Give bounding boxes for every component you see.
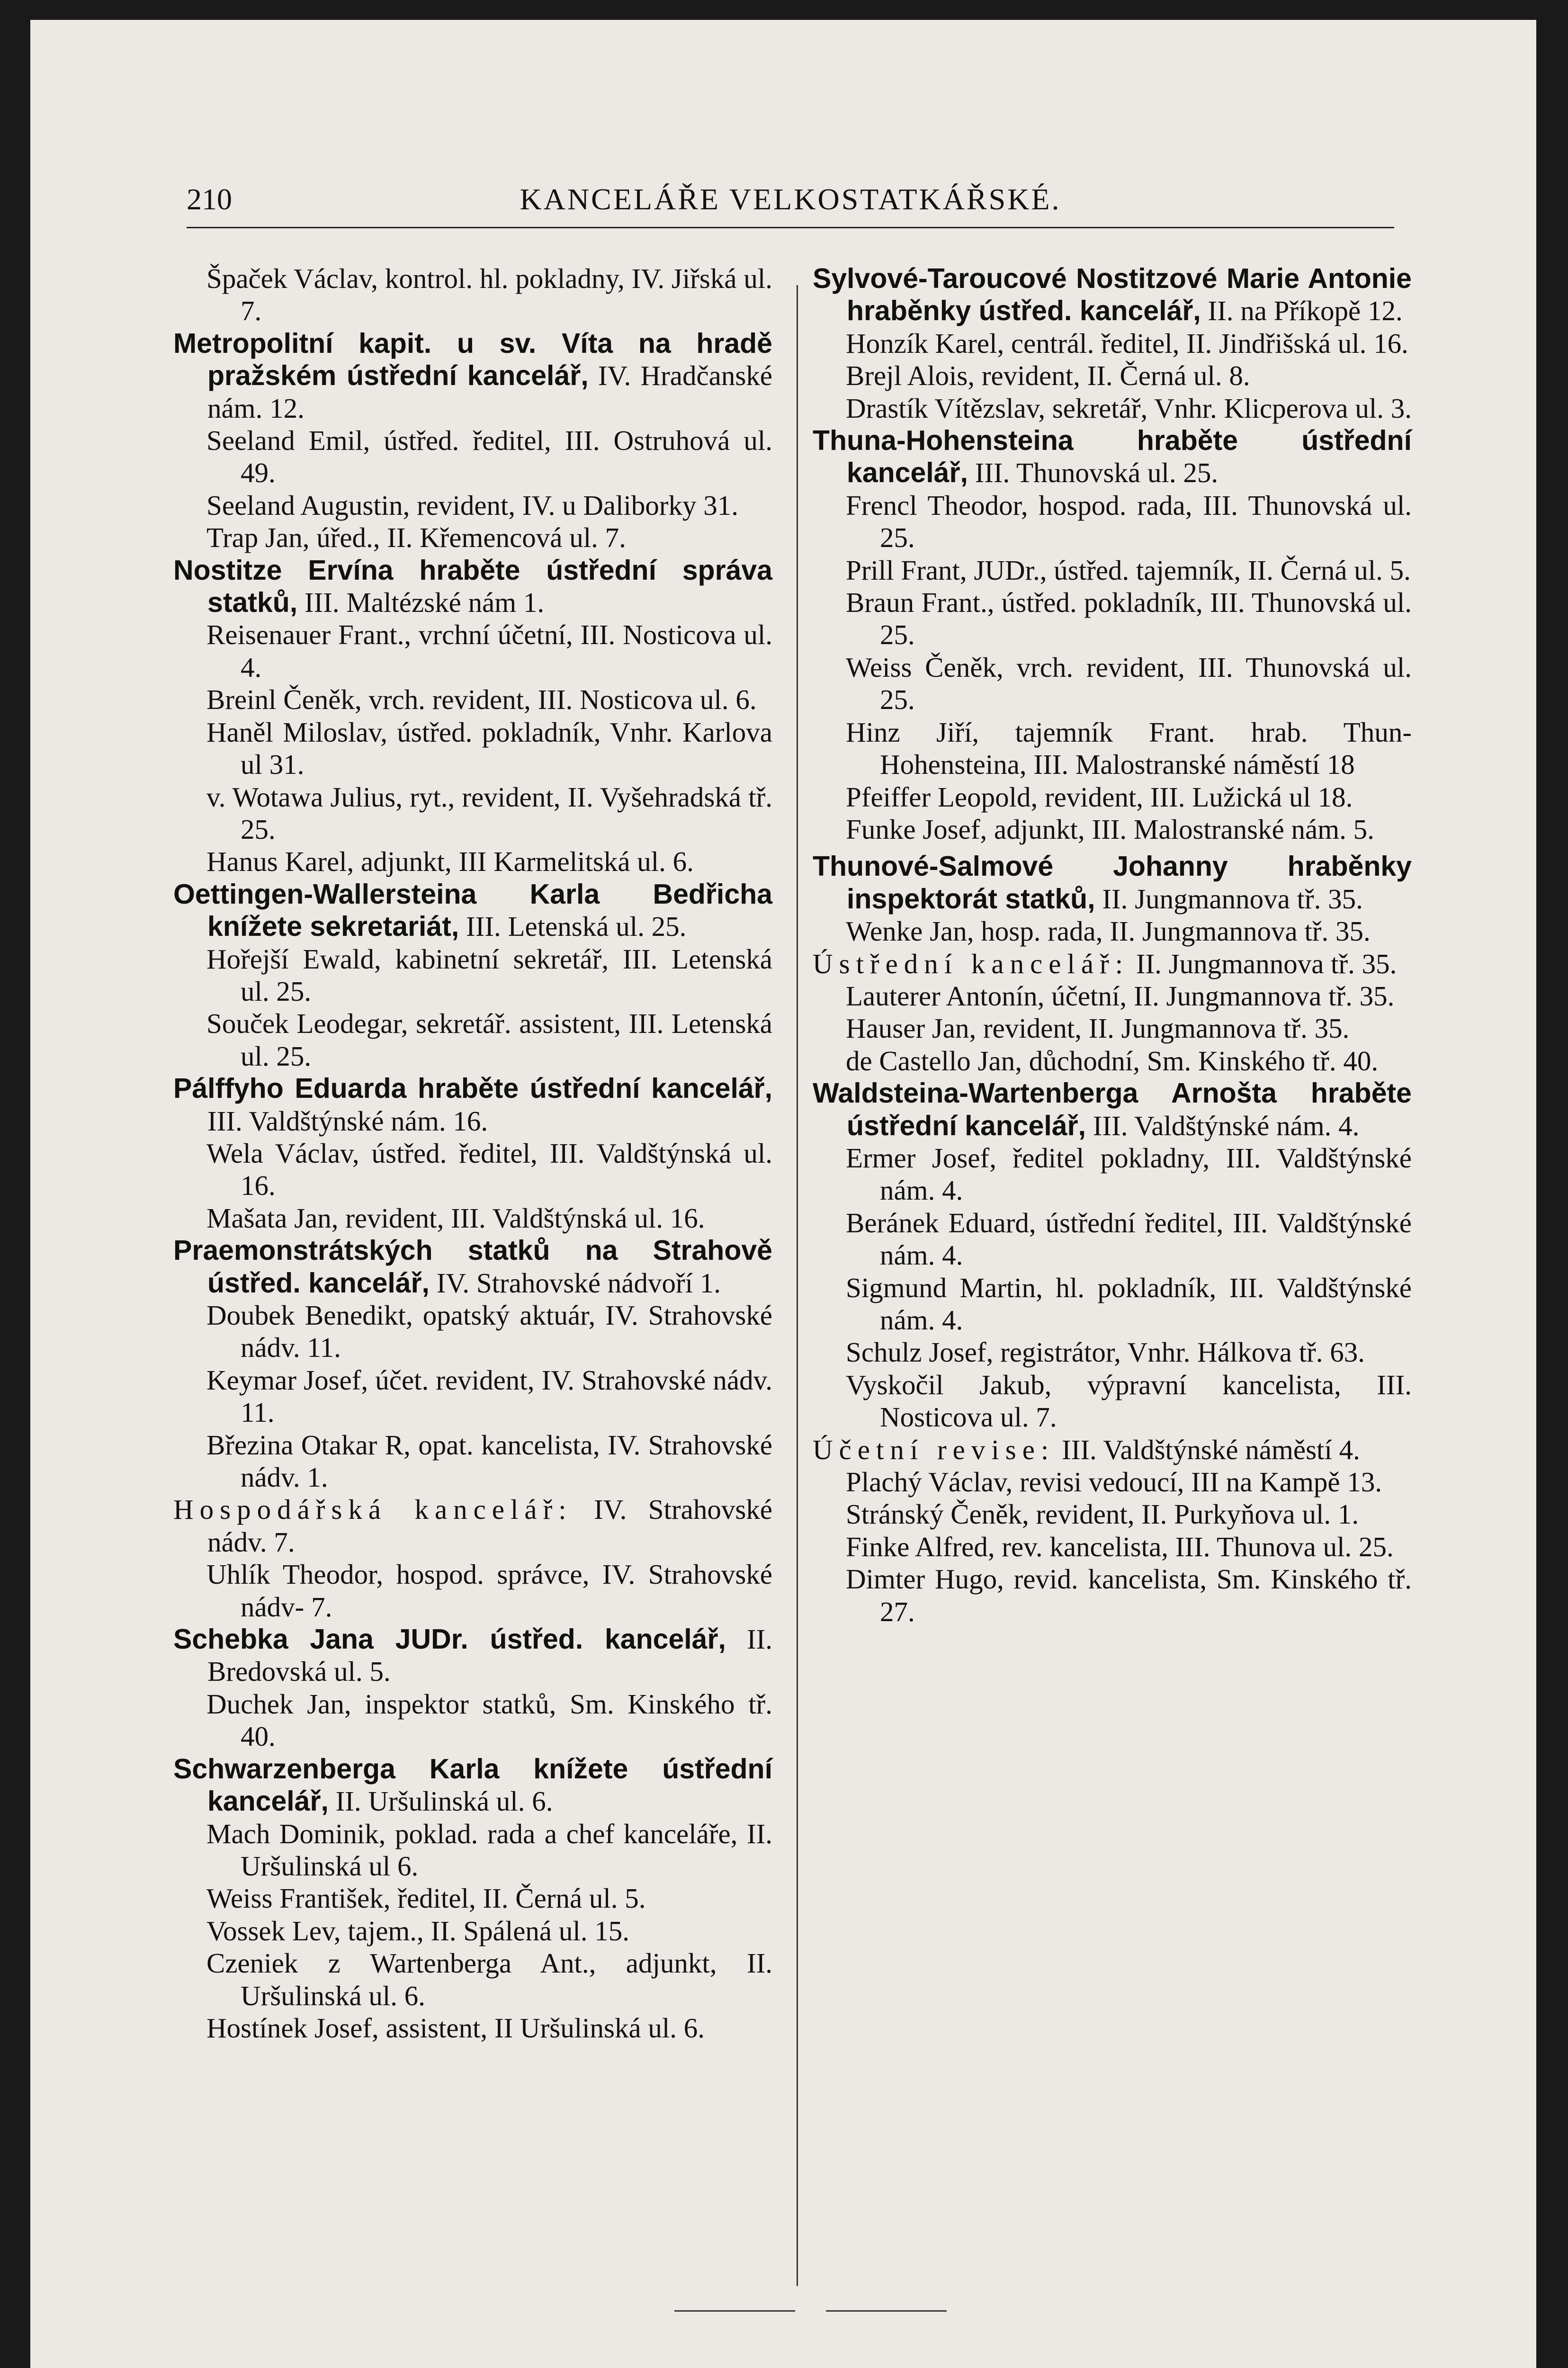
entry-text: Wela Václav, ústřed. ředitel, III. Valdštýnská ul. 16. <box>206 1137 772 1202</box>
directory-entry <box>813 359 1412 392</box>
directory-entry <box>173 1429 772 1494</box>
entry-text: Seeland Augustin, revident, IV. u Daliborky 31. <box>206 489 739 521</box>
office-address: III. Valdštýnské nám. 4. <box>1086 1110 1360 1141</box>
office-heading: Oettingen-Wallersteina Karla Bedřicha knížete sekretariát, <box>173 878 772 942</box>
entry-text: Drastík Vítězslav, sekretář, Vnhr. Klicperova ul. 3. <box>846 392 1412 424</box>
directory-entry <box>813 1272 1412 1336</box>
entry-text: Špaček Václav, kontrol. hl. pokladny, IV. Jiřská ul. 7. <box>206 263 772 327</box>
entry-text: Czeniek z Wartenberga Ant., adjunkt, II. Uršulinská ul. 6. <box>206 1947 772 2011</box>
directory-entry <box>173 845 772 878</box>
directory-entry <box>813 980 1412 1012</box>
entry-text: Březina Otakar R, opat. kancelista, IV. Strahovské nádv. 1. <box>206 1429 772 1493</box>
directory-entry <box>813 392 1412 424</box>
entry-text: Brejl Alois, revident, II. Černá ul. 8. <box>846 360 1250 392</box>
entry-text: Hanus Karel, adjunkt, III Karmelitská ul. 6. <box>206 846 694 878</box>
office-heading: Waldsteina-Wartenberga Arnošta hraběte ústřední kancelář, <box>813 1077 1412 1141</box>
section-label: Účetní revise: <box>813 1434 1055 1465</box>
office-address: II. na Příkopě 12. <box>1201 295 1403 327</box>
office-heading: Pálffyho Eduarda hraběte ústřední kancelář, <box>173 1073 772 1104</box>
entry-text: Funke Josef, adjunkt, III. Malostranské nám. 5. <box>846 813 1374 845</box>
directory-entry <box>813 586 1412 651</box>
entry-text: Stránský Čeněk, revident, II. Purkyňova ul. 1. <box>846 1498 1359 1530</box>
office-heading: Praemonstrátských statků na Strahově ústřed. kancelář, <box>173 1235 772 1299</box>
directory-entry <box>813 1369 1412 1434</box>
office-address: IV. Hradčanské nám. 12. <box>207 360 772 424</box>
directory-entry <box>173 262 772 327</box>
page-header <box>187 177 1394 229</box>
directory-entry <box>813 1563 1412 1628</box>
entry-text: Finke Alfred, rev. kancelista, III. Thunova ul. 25. <box>846 1531 1394 1562</box>
section-label: Hospodářská kancelář: <box>173 1494 573 1525</box>
directory-entry <box>173 943 772 1008</box>
office-heading-entry <box>813 1434 1412 1466</box>
office-heading-entry <box>173 327 772 424</box>
office-address: IV. Strahovské nádvoří 1. <box>429 1267 721 1299</box>
entry-text: Lauterer Antonín, účetní, II. Jungmannova tř. 35. <box>846 980 1395 1012</box>
directory-entry <box>813 1207 1412 1272</box>
directory-entry <box>813 1142 1412 1207</box>
entry-text: Schulz Josef, registrátor, Vnhr. Hálkova tř. 63. <box>846 1336 1365 1368</box>
directory-entry <box>813 489 1412 554</box>
entry-text: Mašata Jan, revident, III. Valdštýnská ul. 16. <box>206 1202 705 1234</box>
entry-text: Hinz Jiří, tajemník Frant. hrab. Thun-Hohensteina, III. Malostranské náměstí 18 <box>846 716 1412 780</box>
office-address: III. Valdštýnské nám. 16. <box>207 1105 488 1137</box>
entry-text: Seeland Emil, ústřed. ředitel, III. Ostruhová ul. 49. <box>206 425 772 489</box>
entry-text: Plachý Václav, revisi vedoucí, III na Kampě 13. <box>846 1466 1382 1498</box>
directory-entry <box>173 1007 772 1072</box>
directory-entry <box>173 683 772 716</box>
directory-entry <box>173 1558 772 1623</box>
directory-entry <box>173 1818 772 1883</box>
entry-text: Duchek Jan, inspektor statků, Sm. Kinského tř. 40. <box>206 1688 772 1752</box>
directory-entry <box>173 424 772 489</box>
office-address: III. Valdštýnské náměstí 4. <box>1055 1434 1360 1465</box>
entry-text: Souček Leodegar, sekretář. assistent, III. Letenská ul. 25. <box>206 1008 772 1072</box>
directory-entry <box>173 521 772 554</box>
entry-text: Keymar Josef, účet. revident, IV. Strahovské nádv. 11. <box>206 1364 772 1428</box>
column-divider <box>797 285 798 2286</box>
entry-text: Doubek Benedikt, opatský aktuár, IV. Strahovské nádv. 11. <box>206 1300 772 1363</box>
entry-text: Ermer Josef, ředitel pokladny, III. Valdštýnské nám. 4. <box>846 1142 1412 1206</box>
directory-entry <box>813 1012 1412 1044</box>
entry-text: Wenke Jan, hosp. rada, II. Jungmannova tř. 35. <box>846 915 1371 947</box>
entry-text: Sigmund Martin, hl. pokladník, III. Valdštýnské nám. 4. <box>846 1272 1412 1336</box>
directory-entry <box>173 1137 772 1202</box>
directory-entry <box>813 327 1412 359</box>
directory-entry <box>813 1466 1412 1498</box>
entry-text: Vossek Lev, tajem., II. Spálená ul. 15. <box>206 1915 630 1946</box>
entry-text: Prill Frant, JUDr., ústřed. tajemník, II. Černá ul. 5. <box>846 554 1411 586</box>
entry-text: Pfeiffer Leopold, revident, III. Lužická ul 18. <box>846 781 1353 813</box>
office-heading-entry <box>173 554 772 619</box>
entry-text: Trap Jan, úřed., II. Křemencová ul. 7. <box>206 522 626 554</box>
directory-entry <box>813 813 1412 845</box>
directory-entry <box>813 1498 1412 1530</box>
directory-entry <box>173 619 772 683</box>
office-heading: Schwarzenberga Karla knížete ústřední kancelář, <box>173 1753 772 1817</box>
directory-entry <box>173 1299 772 1364</box>
office-address: II. Jungmannova tř. 35. <box>1095 883 1363 915</box>
directory-entry <box>813 1045 1412 1077</box>
entry-text: Hauser Jan, revident, II. Jungmannova tř. 35. <box>846 1013 1350 1044</box>
directory-entry <box>173 781 772 846</box>
office-heading-entry <box>813 948 1412 980</box>
directory-entry <box>173 2012 772 2044</box>
directory-entry <box>813 1336 1412 1368</box>
directory-entry <box>173 1688 772 1753</box>
office-address: II. Uršulinská ul. 6. <box>328 1785 553 1817</box>
directory-entry <box>173 1882 772 1914</box>
entry-text: Weiss František, ředitel, II. Černá ul. 5. <box>206 1883 646 1914</box>
office-heading: Metropolitní kapit. u sv. Víta na hradě pražském ústřední kancelář, <box>173 327 772 392</box>
office-address: II. Bredovská ul. 5. <box>207 1624 772 1687</box>
directory-entry <box>813 554 1412 586</box>
directory-entry <box>173 1202 772 1234</box>
entry-text: Breinl Čeněk, vrch. revident, III. Nosticova ul. 6. <box>206 684 757 716</box>
footer-rule-right <box>826 2310 947 2312</box>
entry-text: Dimter Hugo, revid. kancelista, Sm. Kinského tř. 27. <box>846 1563 1412 1627</box>
book-page <box>30 20 1536 2368</box>
office-heading: Schebka Jana JUDr. ústřed. kancelář, <box>173 1624 726 1655</box>
office-heading-entry <box>813 1077 1412 1142</box>
entry-text: Hořejší Ewald, kabinetní sekretář, III. Letenská ul. 25. <box>206 943 772 1007</box>
entry-text: Weiss Čeněk, vrch. revident, III. Thunovská ul. 25. <box>846 651 1412 716</box>
header-rule <box>187 227 1394 228</box>
directory-entry <box>813 781 1412 813</box>
page-number: 210 <box>187 182 232 216</box>
directory-entry <box>813 915 1412 947</box>
office-heading: Sylvové-Taroucové Nostitzové Marie Antonie hraběnky ústřed. kancelář, <box>813 263 1412 327</box>
footer-rule-left <box>674 2310 795 2312</box>
directory-entry <box>173 716 772 781</box>
section-label: Ústřední kancelář: <box>813 948 1129 979</box>
entry-text: Frencl Theodor, hospod. rada, III. Thunovská ul. 25. <box>846 489 1412 554</box>
entry-text: Braun Frant., ústřed. pokladník, III. Thunovská ul. 25. <box>846 587 1412 651</box>
entry-text: Reisenauer Frant., vrchní účetní, III. Nosticova ul. 4. <box>206 619 772 683</box>
office-heading-entry <box>813 424 1412 489</box>
office-address: III. Thunovská ul. 25. <box>968 457 1219 489</box>
directory-entry <box>173 1947 772 2012</box>
entry-text: Hostínek Josef, assistent, II Uršulinská ul. 6. <box>206 2012 705 2044</box>
office-heading-entry <box>173 1623 772 1688</box>
office-heading-entry <box>173 1493 772 1558</box>
entry-text: Beránek Eduard, ústřední ředitel, III. Valdštýnské nám. 4. <box>846 1207 1412 1271</box>
directory-entry <box>813 651 1412 716</box>
directory-entry <box>813 716 1412 781</box>
directory-entry <box>813 1531 1412 1563</box>
entry-text: Haněl Miloslav, ústřed. pokladník, Vnhr. Karlova ul 31. <box>206 716 772 780</box>
directory-entry <box>173 1915 772 1947</box>
office-heading: Thunové-Salmové Johanny hraběnky inspektorát statků, <box>813 851 1412 915</box>
entry-text: Uhlík Theodor, hospod. správce, IV. Strahovské nádv- 7. <box>206 1559 772 1623</box>
office-heading-entry <box>813 262 1412 327</box>
left-column <box>173 262 772 2044</box>
office-address: III. Letenská ul. 25. <box>459 911 687 942</box>
office-address: III. Maltézské nám 1. <box>297 587 545 619</box>
office-heading-entry <box>173 1072 772 1137</box>
office-address: II. Jungmannova tř. 35. <box>1129 948 1397 979</box>
entry-text: Vyskočil Jakub, výpravní kancelista, III. Nosticova ul. 7. <box>846 1369 1412 1433</box>
right-column <box>813 262 1412 1628</box>
entry-text: Honzík Karel, centrál. ředitel, II. Jindřišská ul. 16. <box>846 327 1408 359</box>
office-heading: Nostitze Ervína hraběte ústřední správa statků, <box>173 554 772 619</box>
directory-entry <box>173 1364 772 1429</box>
entry-text: v. Wotawa Julius, ryt., revident, II. Vyšehradská tř. 25. <box>206 781 772 845</box>
office-address: IV. Strahovské nádv. 7. <box>207 1494 772 1558</box>
office-heading: Thuna-Hohensteina hraběte ústřední kancelář, <box>813 425 1412 489</box>
entry-text: Mach Dominik, poklad. rada a chef kanceláře, II. Uršulinská ul 6. <box>206 1818 772 1882</box>
office-heading-entry <box>173 1753 772 1818</box>
office-heading-entry <box>813 850 1412 915</box>
office-heading-entry <box>173 1234 772 1299</box>
entry-text: de Castello Jan, důchodní, Sm. Kinského tř. 40. <box>846 1045 1379 1076</box>
directory-entry <box>173 489 772 521</box>
running-title: KANCELÁŘE VELKOSTATKÁŘSKÉ. <box>520 182 1061 216</box>
office-heading-entry <box>173 878 772 943</box>
